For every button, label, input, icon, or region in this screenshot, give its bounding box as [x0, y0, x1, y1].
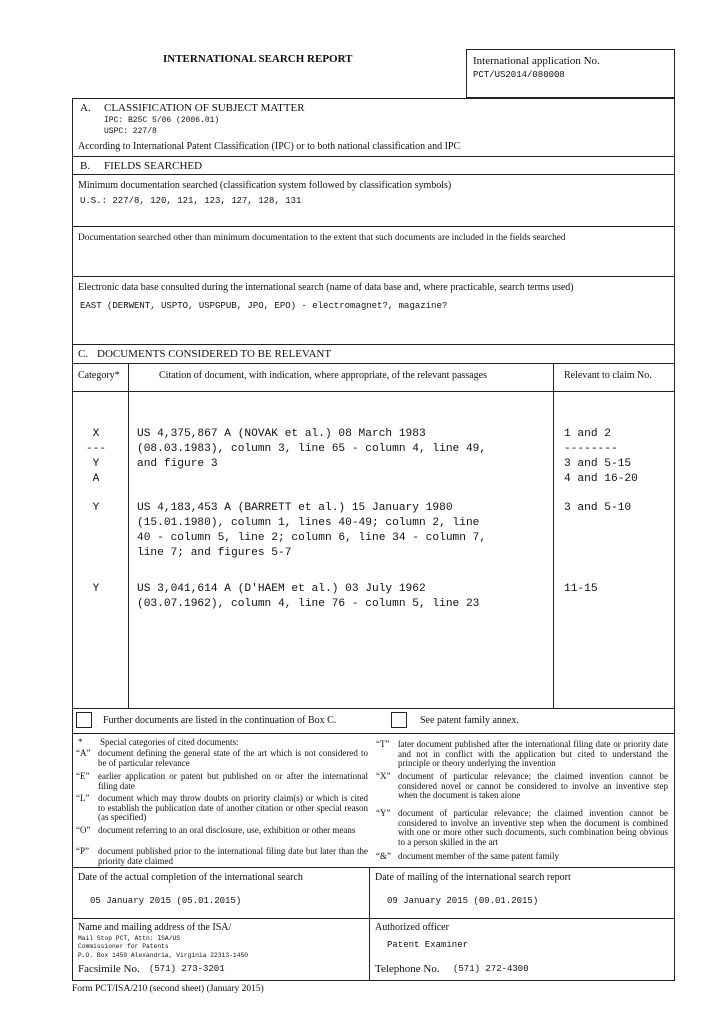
- category-key: “L”: [76, 793, 90, 803]
- footer-column-divider: [369, 867, 370, 981]
- column-header-category: Category*: [78, 370, 120, 381]
- electronic-database-label: Electronic data base consulted during the international search (name of data base and, where practicable, search terms used): [78, 282, 574, 293]
- citation-row-2-relevant: [564, 471, 631, 531]
- application-number: PCT/US2014/080008: [473, 70, 565, 80]
- category-key: “O”: [76, 825, 91, 835]
- authorized-officer: Patent Examiner: [387, 940, 469, 950]
- citation-line: US 4,183,453 A (BARRETT et al.) 15 January 1980: [137, 502, 453, 514]
- category-text: earlier application or patent but published on or after the international filing date: [98, 771, 368, 791]
- isa-address-line-3: P.O. Box 1450 Alexandria, Virginia 22313-1450: [78, 952, 249, 959]
- section-b-title: FIELDS SEARCHED: [104, 160, 203, 172]
- mailing-date-label: Date of mailing of the international search report: [375, 872, 571, 883]
- completion-date-label: Date of the actual completion of the international search: [78, 872, 303, 883]
- divider: [72, 708, 675, 709]
- category-text: document of particular relevance; the claimed invention cannot be considered novel or cannot be considered to involve an inventive step when the document is taken alone: [398, 771, 668, 800]
- ipc-classification: IPC: B25C 5/06 (2006.01): [104, 116, 220, 125]
- categories-heading-text: Special categories of cited documents:: [100, 737, 239, 747]
- telephone-label: Telephone No.: [375, 963, 440, 975]
- citation-row-3-text: [137, 552, 479, 627]
- relevant-claims: 3 and 5-15: [564, 458, 632, 470]
- relevant-claims: 1 and 2: [564, 428, 611, 440]
- divider: [72, 918, 675, 919]
- divider: [72, 867, 675, 868]
- category-code: X: [92, 428, 100, 440]
- category-key: “A”: [76, 748, 91, 758]
- facsimile-label: Facsimile No.: [78, 963, 140, 975]
- relevant-claims: 3 and 5-10: [564, 502, 632, 514]
- minimum-documentation-label: Minimum documentation searched (classification system followed by classification symbols): [78, 180, 452, 191]
- telephone-number: (571) 272-4300: [453, 964, 529, 974]
- completion-date: 05 January 2015 (05.01.2015): [90, 896, 242, 906]
- section-a-title: CLASSIFICATION OF SUBJECT MATTER: [104, 102, 305, 114]
- patent-family-checkbox[interactable]: [391, 712, 407, 728]
- continuation-checkbox[interactable]: [76, 712, 92, 728]
- citation-line: (03.07.1962), column 4, line 76 - column 5, line 23: [137, 598, 480, 610]
- category-code: Y: [92, 458, 100, 470]
- category-key: “X”: [376, 771, 391, 781]
- category-text: document member of the same patent family: [398, 851, 559, 861]
- citation-row-2-category: [80, 471, 112, 531]
- category-code: Y: [92, 502, 100, 514]
- uspc-classification: USPC: 227/8: [104, 127, 157, 136]
- column-header-relevant: Relevant to claim No.: [564, 370, 652, 381]
- citation-row-3-category: [80, 552, 112, 612]
- isa-address-label: Name and mailing address of the ISA/: [78, 922, 232, 933]
- category-key: “&”: [376, 851, 391, 861]
- divider: [72, 363, 675, 364]
- asterisk: *: [78, 737, 83, 747]
- patent-family-text: See patent family annex.: [420, 715, 519, 726]
- divider: [72, 344, 675, 345]
- category-text: document which may throw doubts on priority claim(s) or which is cited to establish the publication date of another citation or other special reason (as specified): [98, 793, 368, 822]
- category-text: document published prior to the international filing date but later than the priority date claimed: [98, 846, 368, 866]
- citation-line: and figure 3: [137, 458, 218, 470]
- category-text: document of particular relevance; the claimed invention cannot be considered to involve an inventive step when the document is combined with one or more other such documents, such combination being obvious to a person skilled in the art: [398, 808, 668, 847]
- category-text: document defining the general state of the art which is not considered to be of particular relevance: [98, 748, 368, 768]
- facsimile-number: (571) 273-3201: [149, 964, 225, 974]
- isa-address-line-2: Commissioner for Patents: [78, 943, 169, 950]
- mailing-date: 09 January 2015 (09.01.2015): [387, 896, 539, 906]
- isa-address-line-1: Mail Stop PCT, Attn: ISA/US: [78, 935, 181, 942]
- category-code: A: [92, 473, 100, 485]
- section-a-label: A.: [80, 102, 91, 114]
- relevant-claims: 4 and 16-20: [564, 473, 638, 485]
- category-key: “E”: [76, 771, 90, 781]
- minimum-documentation-value: U.S.: 227/8, 120, 121, 123, 127, 128, 131: [80, 196, 302, 206]
- citation-line: US 3,041,614 A (D'HAEM et al.) 03 July 1962: [137, 583, 426, 595]
- citation-line: line 7; and figures 5-7: [137, 547, 292, 559]
- relevant-claims: --------: [564, 443, 618, 455]
- section-c-title: DOCUMENTS CONSIDERED TO BE RELEVANT: [97, 348, 332, 360]
- citation-line: US 4,375,867 A (NOVAK et al.) 08 March 1983: [137, 428, 426, 440]
- divider: [72, 276, 675, 277]
- citation-row-3-relevant: [564, 552, 598, 612]
- category-key: “T”: [376, 739, 390, 749]
- column-divider: [128, 363, 129, 708]
- section-b-label: B.: [80, 160, 91, 172]
- continuation-text: Further documents are listed in the continuation of Box C.: [103, 715, 337, 726]
- form-identifier: Form PCT/ISA/210 (second sheet) (January 2015): [72, 984, 264, 994]
- category-text: document referring to an oral disclosure, use, exhibition or other means: [98, 825, 356, 835]
- divider: [72, 156, 675, 157]
- electronic-database-value: EAST (DERWENT, USPTO, USPGPUB, JPO, EPO) - electromagnet?, magazine?: [80, 301, 448, 311]
- citation-line: 40 - column 5, line 2; column 6, line 34 - column 7,: [137, 532, 487, 544]
- classification-note: According to International Patent Classification (IPC) or to both national classification and IPC: [78, 141, 461, 152]
- column-header-citation: Citation of document, with indication, where appropriate, of the relevant passages: [159, 370, 487, 381]
- divider: [72, 174, 675, 175]
- citation-line: (15.01.1980), column 1, lines 40-49; column 2, line: [137, 517, 480, 529]
- divider: [72, 226, 675, 227]
- category-text: later document published after the international filing date or priority date and not in conflict with the application but cited to understand the principle or theory underlying the invention: [398, 739, 668, 768]
- divider: [72, 391, 675, 392]
- authorized-officer-label: Authorized officer: [375, 922, 449, 933]
- category-key: “P”: [76, 846, 89, 856]
- category-key: “Y”: [376, 808, 391, 818]
- category-code: Y: [92, 583, 100, 595]
- report-title: INTERNATIONAL SEARCH REPORT: [163, 53, 353, 65]
- column-divider: [553, 363, 554, 708]
- other-documentation-label: Documentation searched other than minimum documentation to the extent that such documents are included in the fields searched: [78, 233, 566, 243]
- citation-line: (08.03.1983), column 3, line 65 - column 4, line 49,: [137, 443, 487, 455]
- section-c-label: C.: [78, 348, 89, 360]
- relevant-claims: 11-15: [564, 583, 598, 595]
- application-number-label: International application No.: [473, 55, 600, 67]
- divider: [72, 733, 675, 734]
- category-code: ---: [85, 443, 107, 455]
